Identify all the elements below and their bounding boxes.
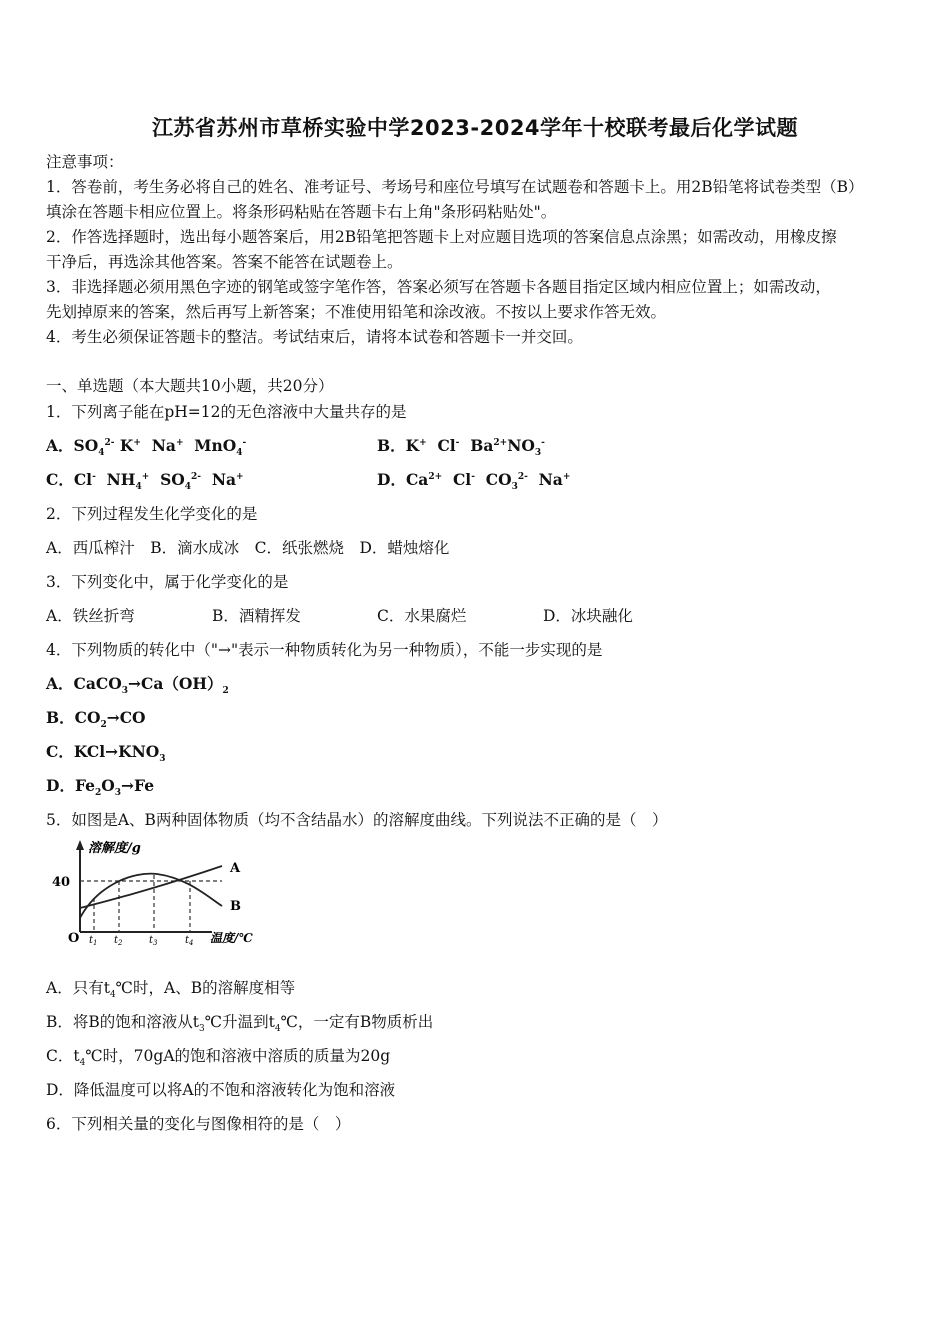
question-1-stem: 1．下列离子能在pH=12的无色溶液中大量共存的是: [46, 403, 407, 421]
curve-a: [80, 866, 222, 908]
notice-heading: 注意事项：: [46, 153, 124, 171]
q4-option-c: C．$KCl\to KNO_3$: [46, 742, 166, 765]
q1-option-a: A．$SO_4^{2-}$ K+ Na+ MnO$_4$-: [46, 436, 247, 459]
curve-b-label: B: [230, 899, 241, 914]
y-axis-arrow: [76, 840, 84, 850]
curve-b: [80, 874, 222, 918]
q3-option-b: B．酒精挥发: [212, 607, 301, 625]
notice-line: 1．答卷前，考生务必将自己的姓名、准考证号、考场号和座位号填写在试题卷和答题卡上。用2B铅笔将试卷类型（B）: [46, 178, 864, 196]
q4-option-a: A．$CaCO_3\to Ca(OH)_2$: [46, 674, 229, 697]
x-tick-t1: $t_1$: [89, 935, 98, 947]
question-4-stem: 4．下列物质的转化中（"→"表示一种物质转化为另一种物质），不能一步实现的是: [46, 641, 603, 659]
q5-option-a: A．只有$t_4℃$时，A、B的溶解度相等: [46, 979, 296, 1001]
x-tick-t3: $t_3$: [149, 935, 158, 947]
q3-option-c: C．水果腐烂: [377, 607, 467, 625]
q1-option-c: C．Cl- $NH_4^+$ $SO_4^{2-}$ Na+: [46, 470, 244, 493]
notice-line: 2．作答选择题时，选出每小题答案后，用2B铅笔把答题卡上对应题目选项的答案信息点涂黑；如需改动，用橡皮擦: [46, 228, 837, 246]
notice-line: 先划掉原来的答案，然后再写上新答案；不准使用铅笔和涂改液。不按以上要求作答无效。: [46, 303, 667, 321]
y-axis-label: 溶解度/g: [88, 841, 141, 856]
x-tick-t4: $t_4$: [185, 935, 194, 947]
q4-option-b: B．$CO_2\to CO$: [46, 708, 146, 731]
q5-option-d: D．降低温度可以将A的不饱和溶液转化为饱和溶液: [46, 1081, 396, 1099]
q5-option-b: B．将B的饱和溶液从$t_3℃$升温到$t_4℃$，一定有B物质析出: [46, 1013, 434, 1035]
exam-title: 江苏省苏州市草桥实验中学2023-2024学年十校联考最后化学试题: [151, 116, 799, 140]
q3-option-d: D．冰块融化: [543, 607, 633, 625]
question-2-stem: 2．下列过程发生化学变化的是: [46, 505, 258, 523]
notice-line: 干净后，再选涂其他答案。答案不能答在试题卷上。: [46, 253, 403, 271]
solubility-curve-chart: [52, 838, 282, 950]
q1-option-b: B．K+ Cl- $Ba^{2+}NO_3^-$: [377, 436, 545, 459]
question-3-stem: 3．下列变化中，属于化学变化的是: [46, 573, 289, 591]
x-axis-label: 温度/℃: [210, 931, 253, 945]
question-5-stem: 5．如图是A、B两种固体物质（均不含结晶水）的溶解度曲线。下列说法不正确的是（ ）: [46, 811, 668, 829]
origin-label: O: [68, 931, 80, 946]
y-tick-label: 40: [52, 875, 71, 890]
x-tick-t2: $t_2$: [114, 935, 123, 947]
question-6-stem: 6．下列相关量的变化与图像相符的是（ ）: [46, 1115, 351, 1133]
q5-option-c: C．$t_4℃$时，70gA的饱和溶液中溶质的质量为20g: [46, 1047, 391, 1069]
notice-line: 3．非选择题必须用黑色字迹的钢笔或签字笔作答，答案必须写在答题卡各题目指定区域内相应位置上；如需改动，: [46, 278, 831, 296]
q1-option-d: D．$Ca^{2+}$ Cl- $CO_3^{2-}$ Na+: [377, 470, 571, 493]
q2-options: A．西瓜榨汁 B．滴水成冰 C．纸张燃烧 D．蜡烛熔化: [46, 539, 450, 557]
q4-option-d: D．$Fe_2O_3\to Fe$: [46, 776, 155, 799]
notice-line: 填涂在答题卡相应位置上。将条形码粘贴在答题卡右上角"条形码粘贴处"。: [46, 203, 557, 221]
notice-line: 4．考生必须保证答题卡的整洁。考试结束后，请将本试卷和答题卡一并交回。: [46, 328, 583, 346]
section-heading: 一、单选题（本大题共10小题，共20分）: [46, 377, 334, 395]
q3-option-a: A．铁丝折弯: [46, 607, 135, 625]
curve-a-label: A: [230, 861, 241, 876]
